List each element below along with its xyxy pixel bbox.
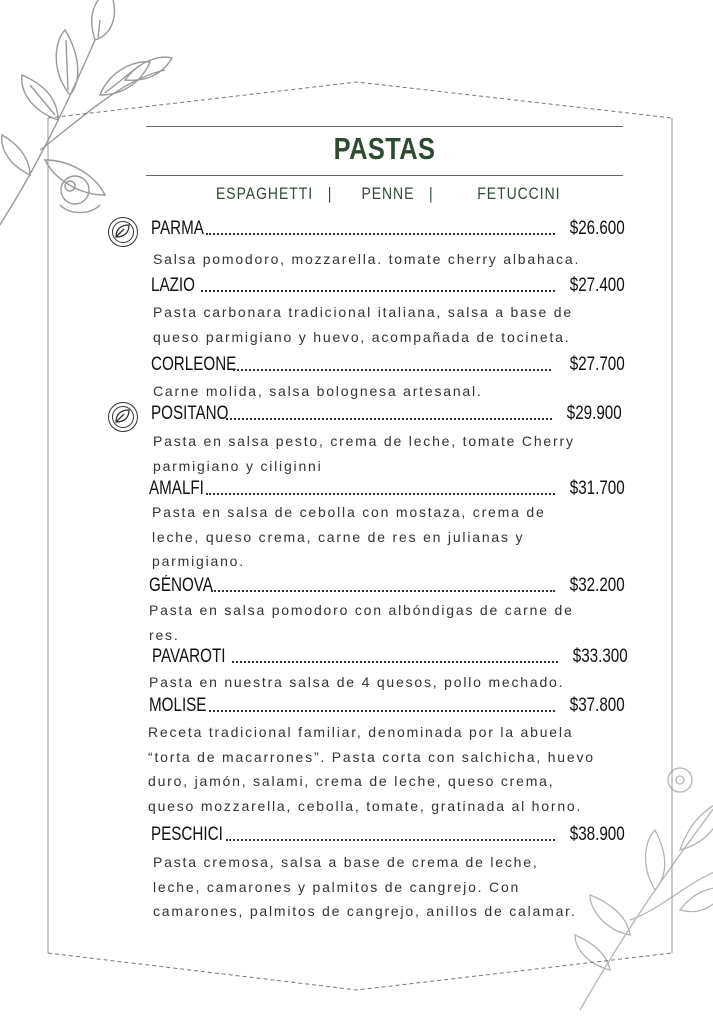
menu-item-molise	[149, 695, 625, 717]
item-price: $27.700	[570, 354, 625, 375]
menu-item-pavaroti	[152, 646, 628, 668]
item-price: $27.400	[570, 275, 625, 296]
item-price: $31.700	[570, 478, 625, 499]
item-price: $32.200	[570, 575, 625, 596]
item-description: Pasta en salsa de cebolla con mostaza, crema de leche, queso crema, carne de res en julianas y parmigiano.	[152, 504, 546, 569]
pasta-types: ESPAGHETTI | PENNE | FETUCCINI	[216, 184, 561, 203]
vegetarian-badge-parma	[108, 217, 138, 247]
pasta-type-fetuccini: FETUCCINI	[477, 184, 561, 203]
leader-dots	[211, 590, 555, 592]
menu-item-positano	[151, 403, 622, 425]
menu-item-amalfi	[149, 478, 625, 500]
item-name: PAVAROTI	[152, 646, 226, 667]
item-price: $38.900	[570, 824, 625, 845]
leader-dots	[206, 233, 555, 235]
item-name: LAZIO	[151, 275, 195, 296]
item-price: $29.900	[567, 403, 622, 424]
item-description: Pasta carbonara tradicional italiana, salsa a base de queso parmigiano y huevo, acompañada de tocineta.	[153, 304, 573, 345]
menu-item-genova	[149, 575, 625, 597]
item-price: $26.600	[570, 218, 625, 239]
leaf-icon	[109, 218, 136, 245]
menu-item-lazio	[151, 275, 625, 297]
item-name: AMALFI	[149, 478, 204, 499]
item-description: Pasta en salsa pesto, crema de leche, tomate Cherry parmigiano y ciliginni	[153, 433, 575, 474]
page-title	[146, 126, 623, 176]
item-name: PESCHICI	[151, 824, 223, 845]
pasta-type-penne: PENNE	[361, 184, 415, 203]
leaf-icon	[109, 403, 136, 430]
item-name: CORLEONE	[151, 354, 237, 375]
item-name: GÉNOVA	[149, 575, 213, 596]
menu-item-peschici	[151, 824, 625, 846]
leader-dots	[232, 661, 558, 663]
item-description: Pasta en salsa pomodoro con albóndigas de carne de res.	[149, 602, 574, 643]
menu-item-parma	[151, 218, 625, 240]
item-description: Pasta cremosa, salsa a base de crema de leche, leche, camarones y palmitos de cangrejo. Con camarones, palmitos de cangrejo, anillos de calamar.	[153, 854, 577, 919]
item-description: Receta tradicional familiar, denominada por la abuela “torta de macarrones”. Pasta corta con salchicha, huevo duro, jamón, salami, crema de leche, queso crema, queso mozzarella, cebolla, tomate, gratinada al horno.	[148, 724, 595, 814]
leader-dots	[233, 369, 551, 371]
leader-dots	[209, 710, 555, 712]
item-name: PARMA	[151, 218, 204, 239]
title-text: PASTAS	[333, 131, 436, 166]
pasta-type-espaghetti: ESPAGHETTI	[216, 184, 314, 203]
leader-dots	[226, 418, 552, 420]
menu-item-corleone	[151, 354, 625, 376]
item-description: Salsa pomodoro, mozzarella. tomate cherry albahaca.	[153, 251, 581, 267]
leader-dots	[206, 493, 555, 495]
item-name: MOLISE	[149, 695, 207, 716]
leader-dots	[226, 839, 555, 841]
leader-dots	[201, 290, 555, 292]
item-name: POSITANO	[151, 403, 229, 424]
item-price: $33.300	[573, 646, 628, 667]
item-description: Pasta en nuestra salsa de 4 quesos, pollo mechado.	[149, 674, 565, 690]
item-description: Carne molida, salsa bolognesa artesanal.	[153, 383, 483, 399]
item-price: $37.800	[570, 695, 625, 716]
vegetarian-badge-positano	[108, 402, 138, 432]
